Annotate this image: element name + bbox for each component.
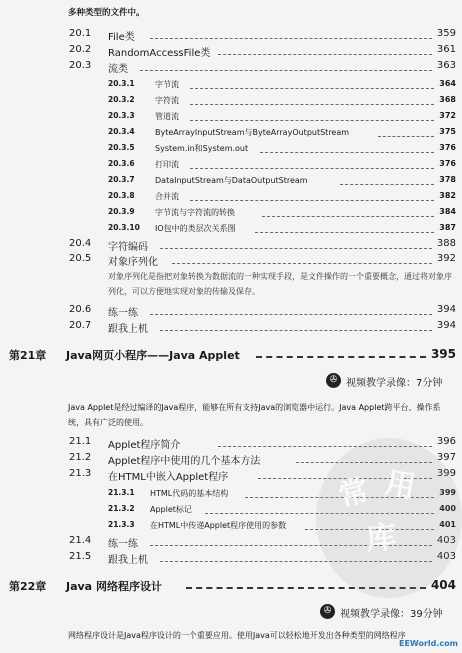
section-title: File类	[108, 32, 135, 43]
toc-subentry[interactable]	[0, 223, 462, 239]
toc-entry[interactable]	[0, 320, 462, 336]
page-number: 382	[439, 191, 456, 200]
subsection-number: 21.3.2	[108, 504, 135, 513]
subsection-number: 21.3.3	[108, 520, 135, 529]
toc-subentry[interactable]	[0, 79, 462, 95]
section-number: 20.7	[69, 320, 92, 331]
section-title: 流类	[108, 64, 128, 75]
toc-subentry[interactable]	[0, 111, 462, 127]
leader-dots	[218, 54, 432, 55]
page-number: 378	[439, 175, 456, 184]
subsection-number: 20.3.8	[108, 191, 135, 200]
toc-subentry[interactable]	[0, 175, 462, 191]
page-number: 401	[439, 520, 456, 529]
leader-dots	[190, 200, 434, 201]
subsection-number: 20.3.9	[108, 207, 135, 216]
page-number: 368	[439, 95, 456, 104]
page-number: 388	[436, 238, 456, 249]
section-title: 练一练	[108, 308, 138, 319]
section-title: 对象序列化	[108, 257, 158, 268]
page-number: 376	[439, 159, 456, 168]
leader-dots	[140, 70, 432, 71]
chapter-heading[interactable]	[0, 347, 462, 365]
subsection-title: HTML代码的基本结构	[150, 489, 229, 498]
subsection-number: 20.3.3	[108, 111, 135, 120]
leader-dots	[340, 184, 434, 185]
page-number: 372	[439, 111, 456, 120]
section-number: 20.1	[69, 28, 92, 39]
toc-entry[interactable]	[0, 304, 462, 320]
subsection-title: 合并流	[155, 192, 179, 201]
chapter-description: Java Applet是经过编译的Java程序，能够在所有支持Java的浏览器中运行。Java Applet跨平台、操作系统，具有广泛的使用。	[68, 403, 441, 427]
section-number: 20.2	[69, 44, 92, 55]
page-number: 403	[436, 551, 456, 562]
section-number: 21.4	[69, 535, 92, 546]
subsection-number: 20.3.7	[108, 175, 135, 184]
leader-dots	[160, 248, 432, 249]
toc-subentry[interactable]	[0, 95, 462, 111]
section-number: 20.3	[69, 60, 92, 71]
subsection-number: 20.3.5	[108, 143, 135, 152]
page-number: 363	[436, 60, 456, 71]
section-number: 20.4	[69, 238, 92, 249]
page-number: 384	[439, 207, 456, 216]
subsection-number: 20.3.6	[108, 159, 135, 168]
subsection-title: 字节流	[155, 80, 179, 89]
page-number: 395	[430, 347, 456, 361]
page-number: 375	[439, 127, 456, 136]
subsection-title: ByteArrayInputStream与ByteArrayOutputStream	[155, 128, 350, 137]
subsection-number: 20.3.10	[108, 223, 140, 232]
chapter-title: Java 网络程序设计	[66, 580, 162, 593]
leader-dots	[378, 136, 434, 137]
leader-dots	[260, 152, 434, 153]
section-title: 字符编码	[108, 242, 148, 253]
section-number: 20.5	[69, 253, 92, 264]
leader-dots	[190, 168, 434, 169]
leader-dots	[256, 356, 426, 358]
section-title: RandomAccessFile类	[108, 48, 211, 59]
watermark-stamp: 常 用 库	[316, 438, 462, 598]
toc-subentry[interactable]	[0, 191, 462, 207]
page-number: 361	[436, 44, 456, 55]
page-number: 359	[436, 28, 456, 39]
toc-entry[interactable]	[0, 60, 462, 76]
page-number: 404	[430, 578, 456, 592]
watermark-brand: EEWorld.com	[399, 639, 458, 648]
section-title: 练一练	[108, 539, 138, 550]
section-title: 跟我上机	[108, 555, 148, 566]
subsection-title: 字符流	[155, 96, 179, 105]
page-number: 403	[436, 535, 456, 546]
film-reel-icon: ✇	[320, 604, 335, 619]
subsection-title: 字节流与字符流的转换	[155, 208, 235, 217]
leader-dots	[150, 314, 432, 315]
leader-dots	[160, 330, 432, 331]
subsection-title: Applet标记	[150, 505, 192, 514]
section-title: Applet程序简介	[108, 440, 181, 451]
section-description: 对象序列化是指把对象转换为数据流的一种实现手段，是文件操作的一个重要概念，通过将对象序列化，可以方便地实现对象的传输及保存。	[108, 272, 452, 296]
subsection-title: 打印流	[155, 160, 179, 169]
leader-dots	[150, 38, 432, 39]
page-number: 399	[436, 468, 456, 479]
subsection-number: 20.3.2	[108, 95, 135, 104]
chapter-title: Java网页小程序——Java Applet	[66, 349, 240, 362]
page-number: 400	[439, 504, 456, 513]
toc-subentry[interactable]	[0, 143, 462, 159]
toc-entry[interactable]	[0, 28, 462, 44]
section-number: 21.1	[69, 436, 92, 447]
subsection-number: 21.3.1	[108, 488, 135, 497]
page-number: 394	[436, 320, 456, 331]
subsection-number: 20.3.4	[108, 127, 135, 136]
page-number: 394	[436, 304, 456, 315]
toc-entry[interactable]	[0, 238, 462, 254]
page-number: 387	[439, 223, 456, 232]
subsection-title: DataInputStream与DataOutputStream	[155, 176, 308, 185]
section-number: 21.3	[69, 468, 92, 479]
page-number: 376	[439, 143, 456, 152]
leader-dots	[190, 120, 434, 121]
page-number: 397	[436, 452, 456, 463]
subsection-title: 管道流	[155, 112, 179, 121]
leader-dots	[172, 263, 432, 264]
section-number: 21.5	[69, 551, 92, 562]
section-title: 在HTML中嵌入Applet程序	[108, 472, 229, 483]
section-number: 21.2	[69, 452, 92, 463]
subsection-title: IO包中的类层次关系图	[155, 224, 236, 233]
leader-dots	[190, 88, 434, 89]
toc-entry[interactable]	[0, 44, 462, 60]
section-title: 跟我上机	[108, 324, 148, 335]
subsection-title: 在HTML中传递Applet程序使用的参数	[150, 521, 287, 530]
section-title: Applet程序中使用的几个基本方法	[108, 456, 261, 467]
intro-text: 多种类型的文件中。	[68, 8, 145, 18]
leader-dots	[255, 232, 434, 233]
toc-subentry[interactable]	[0, 159, 462, 175]
leader-dots	[190, 104, 434, 105]
film-reel-icon: ✇	[326, 373, 341, 388]
toc-subentry[interactable]	[0, 127, 462, 143]
subsection-number: 20.3.1	[108, 79, 135, 88]
toc-subentry[interactable]	[0, 207, 462, 223]
page-number: 399	[439, 488, 456, 497]
page-number: 396	[436, 436, 456, 447]
chapter-number: 第21章	[9, 349, 47, 362]
video-duration: 视频教学录像：7分钟	[346, 378, 443, 389]
leader-dots	[262, 216, 434, 217]
toc-entry[interactable]	[0, 253, 462, 269]
chapter-number: 第22章	[9, 580, 47, 593]
chapter-description: 网络程序设计是Java程序设计的一个重要应用。使用Java可以轻松地开发出各种类型的网络程序	[68, 631, 406, 640]
video-duration: 视频教学录像：39分钟	[340, 609, 443, 620]
subsection-title: System.in和System.out	[155, 144, 249, 153]
section-number: 20.6	[69, 304, 92, 315]
page-number: 392	[436, 253, 456, 264]
page-number: 364	[439, 79, 456, 88]
